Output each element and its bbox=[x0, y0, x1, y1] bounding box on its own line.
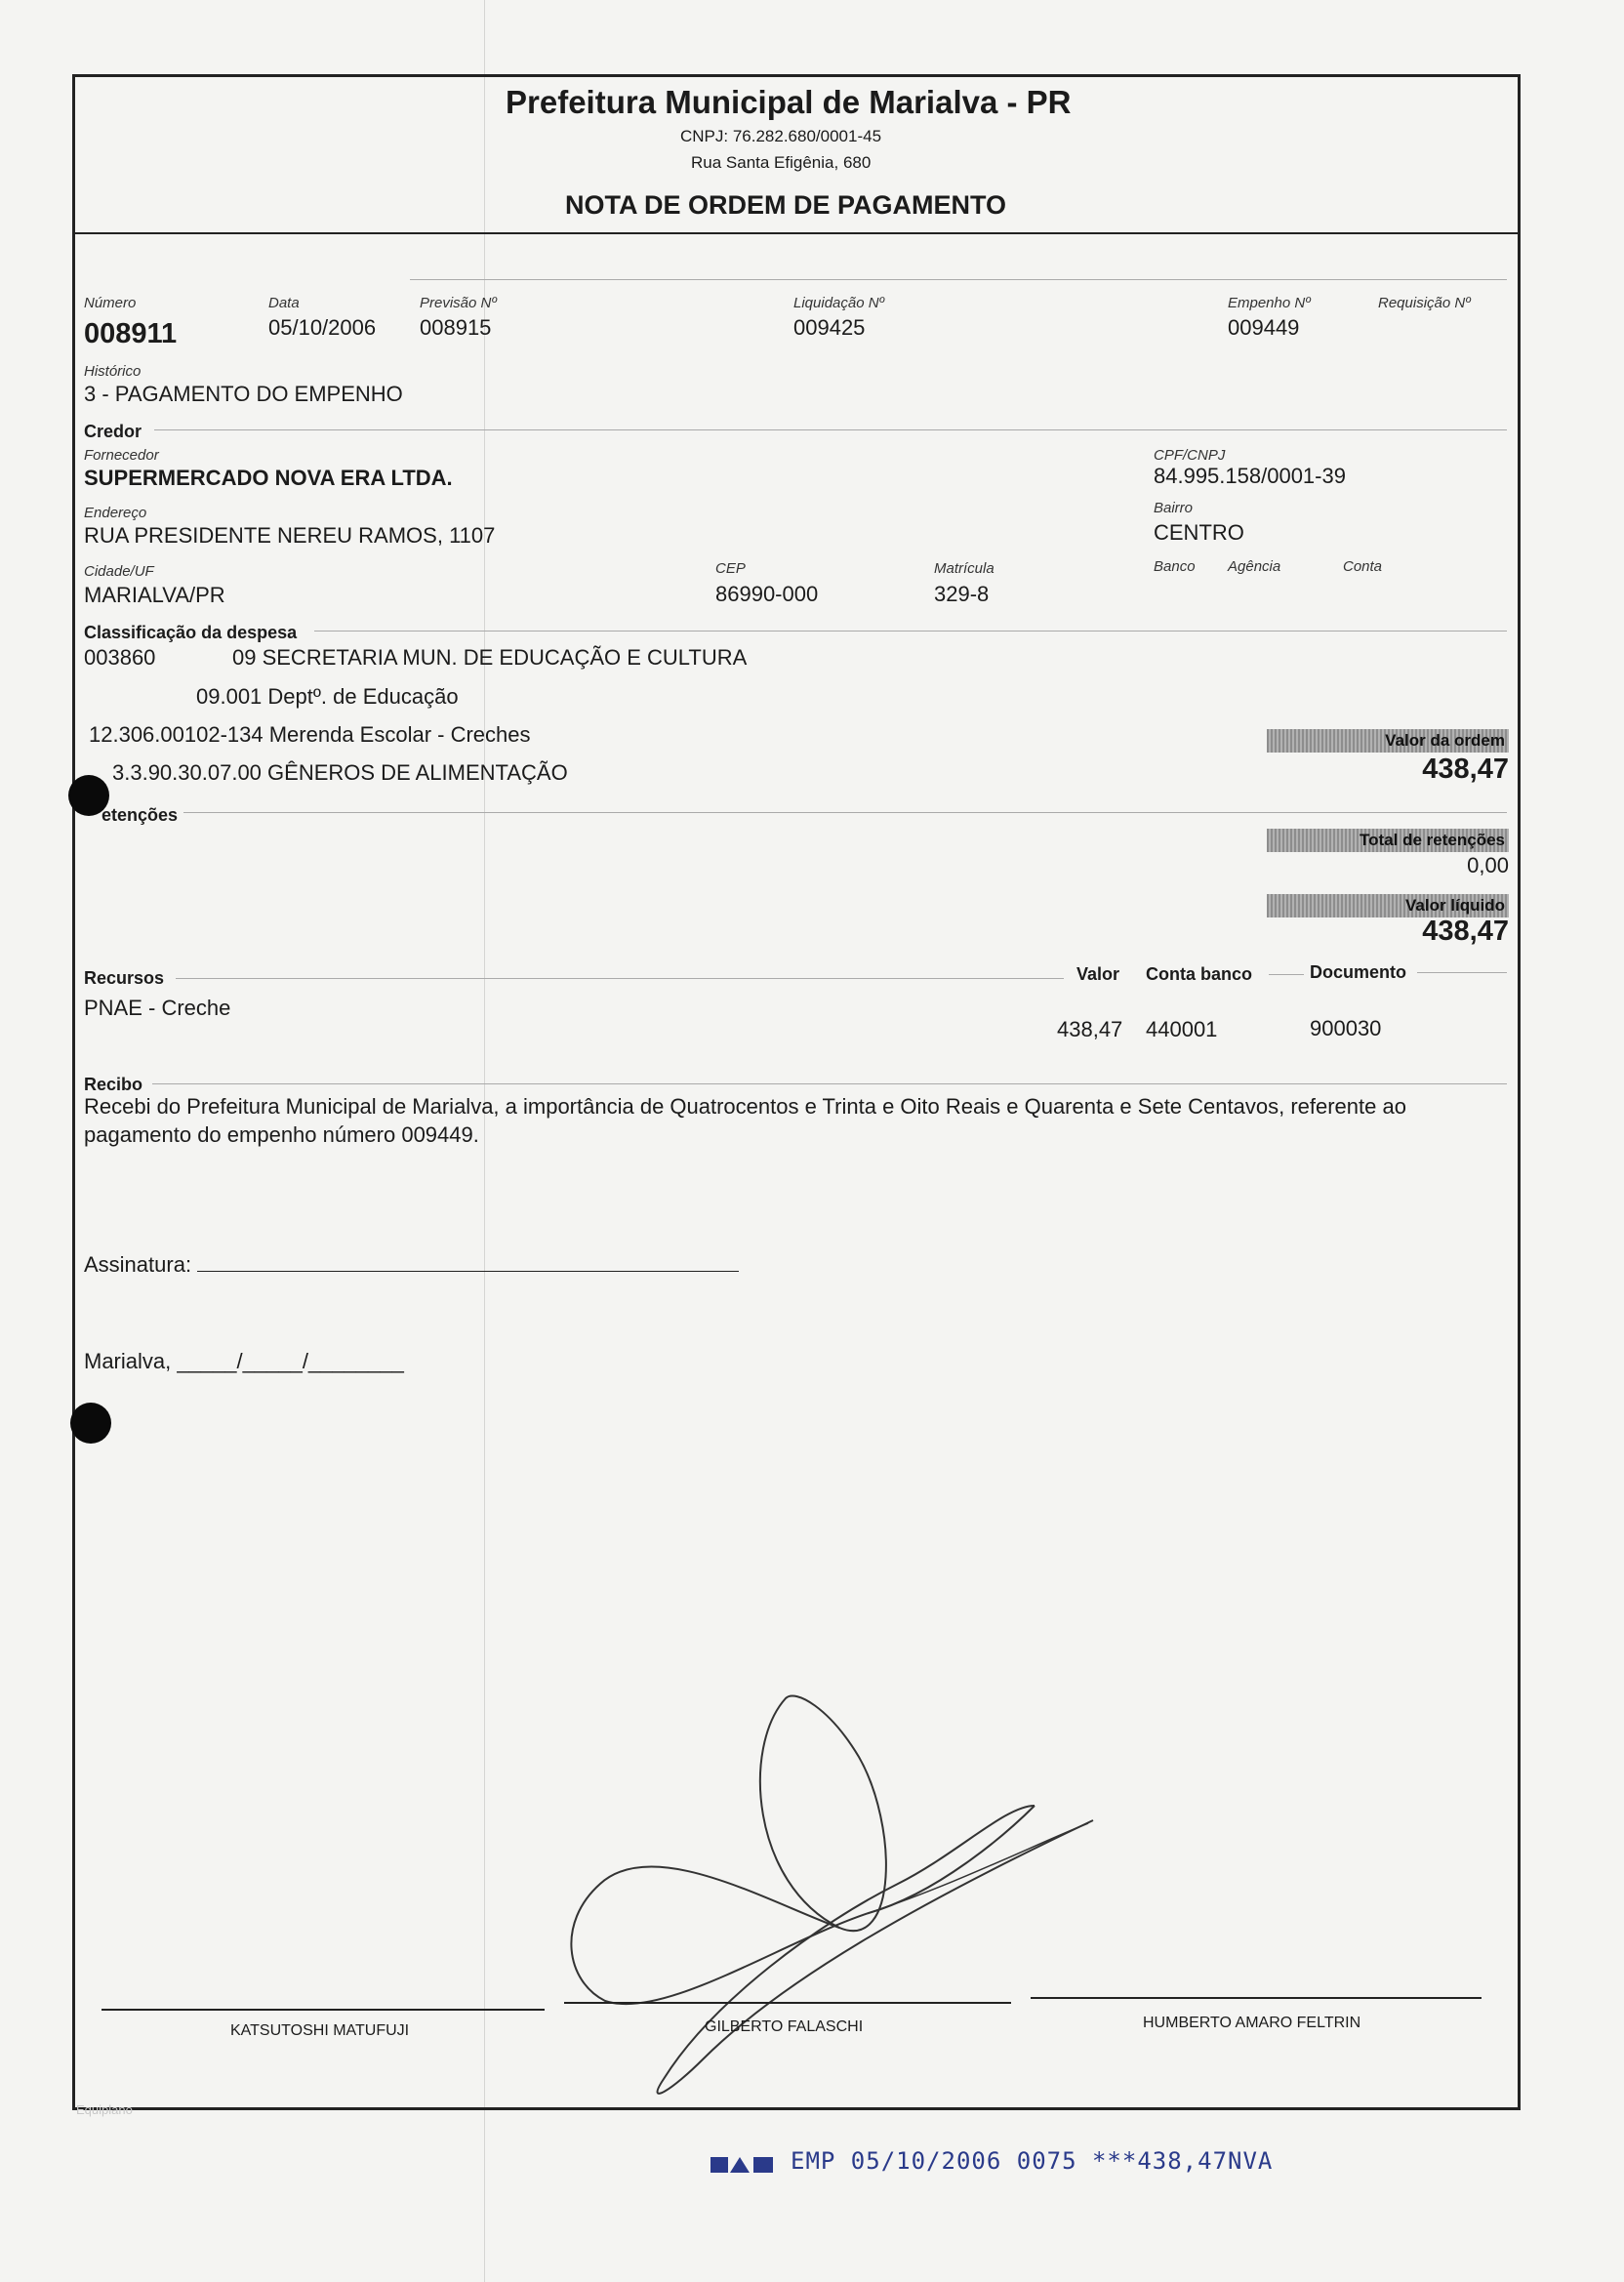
fornecedor-label: Fornecedor bbox=[84, 447, 159, 464]
handwritten-signature bbox=[547, 1689, 1113, 2099]
rule bbox=[1269, 974, 1304, 975]
bairro-value: CENTRO bbox=[1154, 520, 1244, 545]
total-retencoes-label: Total de retenções bbox=[1267, 829, 1509, 852]
bank-authentication-stamp: EMP 05/10/2006 0075 ***438,47NVA bbox=[791, 2147, 1274, 2175]
valor-liquido-label: Valor líquido bbox=[1267, 894, 1509, 917]
rule bbox=[176, 978, 1064, 979]
matricula-label: Matrícula bbox=[934, 560, 995, 577]
signer-1-name: KATSUTOSHI MATUFUJI bbox=[230, 2022, 410, 2039]
signer-2-name: GILBERTO FALASCHI bbox=[705, 2018, 864, 2035]
liquidacao-label: Liquidação Nº bbox=[793, 295, 885, 311]
signer-3-name: HUMBERTO AMARO FELTRIN bbox=[1143, 2015, 1361, 2031]
local-data-label: Marialva, _____/_____/________ bbox=[84, 1349, 404, 1373]
assinatura-line bbox=[197, 1271, 739, 1272]
recursos-fonte: PNAE - Creche bbox=[84, 996, 231, 1020]
banco-label: Banco bbox=[1154, 558, 1196, 575]
bairro-label: Bairro bbox=[1154, 500, 1194, 516]
classificacao-code: 003860 bbox=[84, 645, 156, 670]
valor-ordem-value: 438,47 bbox=[1422, 754, 1509, 785]
header-divider bbox=[72, 232, 1521, 234]
total-retencoes-value: 0,00 bbox=[1467, 853, 1509, 877]
signature-line-1 bbox=[102, 2009, 545, 2011]
recursos-conta: 440001 bbox=[1146, 1017, 1218, 1041]
recibo-section: Recibo bbox=[84, 1075, 143, 1094]
agencia-label: Agência bbox=[1228, 558, 1281, 575]
classificacao-line4: 3.3.90.30.07.00 GÊNEROS DE ALIMENTAÇÃO bbox=[112, 760, 568, 785]
recursos-documento-label: Documento bbox=[1310, 962, 1406, 982]
recursos-documento: 900030 bbox=[1310, 1016, 1382, 1040]
page-title: Prefeitura Municipal de Marialva - PR bbox=[506, 84, 1072, 120]
cpf-value: 84.995.158/0001-39 bbox=[1154, 464, 1346, 488]
rule bbox=[314, 631, 1507, 632]
liquidacao-value: 009425 bbox=[793, 315, 866, 340]
classificacao-line1: 09 SECRETARIA MUN. DE EDUCAÇÃO E CULTURA bbox=[232, 645, 748, 670]
requisicao-label: Requisição Nº bbox=[1378, 295, 1471, 311]
empenho-label: Empenho Nº bbox=[1228, 295, 1311, 311]
historico-label: Histórico bbox=[84, 363, 142, 380]
endereco-label: Endereço bbox=[84, 505, 147, 521]
cidade-label: Cidade/UF bbox=[84, 563, 154, 580]
address-text: Rua Santa Efigênia, 680 bbox=[691, 153, 872, 172]
cidade-value: MARIALVA/PR bbox=[84, 583, 225, 607]
rule bbox=[1417, 972, 1507, 973]
cnpj-text: CNPJ: 76.282.680/0001-45 bbox=[680, 127, 882, 145]
valor-ordem-label: Valor da ordem bbox=[1267, 729, 1509, 753]
classificacao-line3: 12.306.00102-134 Merenda Escolar - Creches bbox=[89, 722, 531, 747]
rule bbox=[152, 1083, 1507, 1084]
cep-value: 86990-000 bbox=[715, 582, 819, 606]
previsao-value: 008915 bbox=[420, 315, 492, 340]
historico-value: 3 - PAGAMENTO DO EMPENHO bbox=[84, 382, 403, 406]
endereco-value: RUA PRESIDENTE NEREU RAMOS, 1107 bbox=[84, 523, 496, 548]
recursos-section: Recursos bbox=[84, 968, 165, 988]
classificacao-section: Classificação da despesa bbox=[84, 623, 298, 642]
recursos-conta-label: Conta banco bbox=[1146, 964, 1253, 984]
data-value: 05/10/2006 bbox=[268, 315, 377, 340]
valor-liquido-value: 438,47 bbox=[1422, 916, 1509, 947]
conta-label: Conta bbox=[1343, 558, 1383, 575]
document-type-title: NOTA DE ORDEM DE PAGAMENTO bbox=[565, 190, 1007, 220]
retencoes-section: etenções bbox=[102, 805, 179, 825]
fornecedor-value: SUPERMERCADO NOVA ERA LTDA. bbox=[84, 466, 453, 490]
rule bbox=[154, 429, 1507, 430]
matricula-value: 329-8 bbox=[934, 582, 990, 606]
recursos-valor: 438,47 bbox=[1057, 1017, 1123, 1041]
cep-label: CEP bbox=[715, 560, 746, 577]
previsao-label: Previsão Nº bbox=[420, 295, 497, 311]
rule bbox=[183, 812, 1507, 813]
punch-hole bbox=[70, 1403, 111, 1444]
recursos-valor-label: Valor bbox=[1076, 964, 1120, 984]
software-watermark: Equiplano bbox=[76, 2102, 133, 2117]
credor-section: Credor bbox=[84, 422, 142, 441]
assinatura-label: Assinatura: bbox=[84, 1252, 192, 1277]
numero-label: Número bbox=[84, 295, 137, 311]
rule bbox=[410, 279, 1507, 280]
signature-line-2 bbox=[564, 2002, 1011, 2004]
cpf-label: CPF/CNPJ bbox=[1154, 447, 1226, 464]
data-label: Data bbox=[268, 295, 300, 311]
numero-value: 008911 bbox=[84, 318, 178, 349]
recibo-text: Recebi do Prefeitura Municipal de Marialva, a importância de Quatrocentos e Trinta e Oito Reais e Quarenta e Sete Centavos, referente ao pagamento do empenho número 009449. bbox=[84, 1094, 1406, 1147]
classificacao-line2: 09.001 Deptº. de Educação bbox=[196, 684, 459, 709]
empenho-value: 009449 bbox=[1228, 315, 1300, 340]
bank-stamp-logo bbox=[710, 2151, 775, 2179]
signature-line-3 bbox=[1031, 1997, 1482, 1999]
